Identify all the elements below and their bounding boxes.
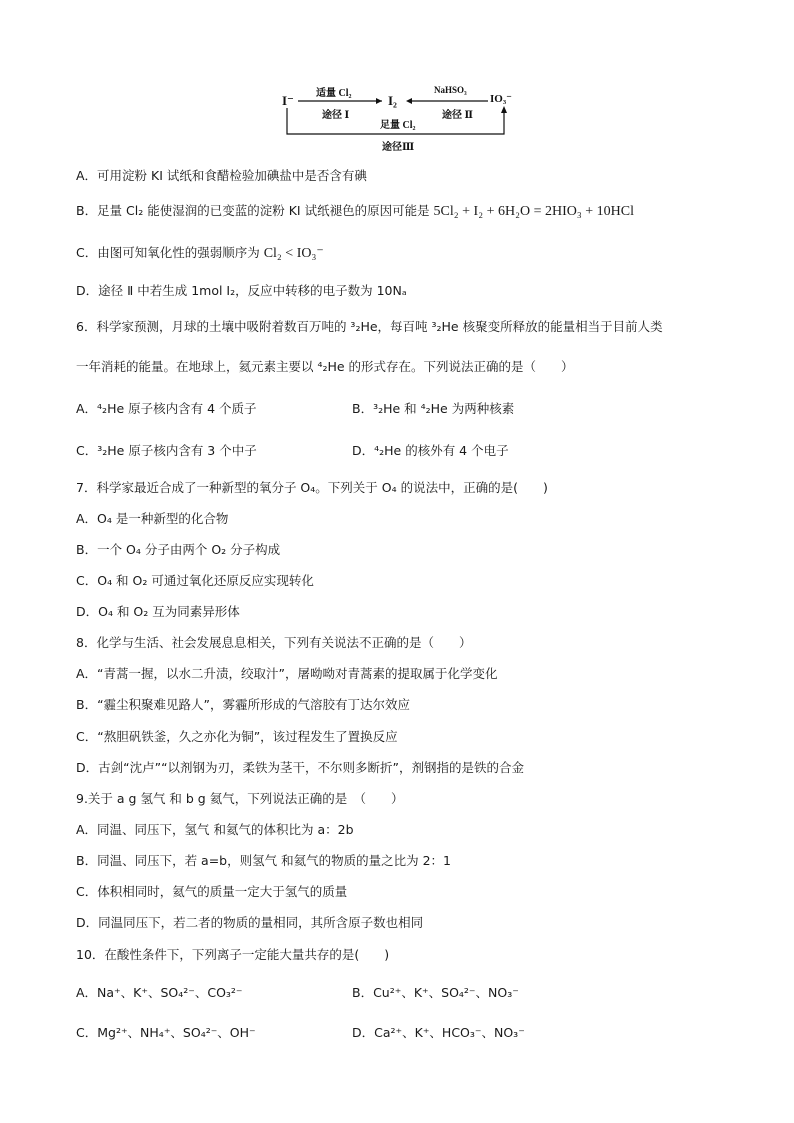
q5-option-b — [76, 202, 634, 221]
diagram-route3: 途径Ⅲ — [382, 142, 415, 153]
q6-stem-line1: 6．科学家预测，月球的土壤中吸附着数百万吨的 ³₂He，每百吨 ³₂He 核聚变所释放的能量相当于目前人类 — [76, 319, 663, 334]
q10-stem: 10．在酸性条件下，下列离子一定能大量共存的是( ) — [76, 947, 390, 962]
q10-option-d: D．Ca²⁺、K⁺、HCO₃⁻、NO₃⁻ — [352, 1025, 525, 1040]
q9-option-d: D．同温同压下，若二者的物质的量相同，其所含原子数也相同 — [76, 915, 424, 930]
q7-option-d: D．O₄ 和 O₂ 互为同素异形体 — [76, 604, 240, 619]
diagram-route2: 途径 Ⅱ — [442, 110, 473, 121]
q9-option-b: B．同温、同压下，若 a=b，则氢气 和氦气的物质的量之比为 2：1 — [76, 853, 451, 868]
q6-option-c: C．³₂He 原子核内含有 3 个中子 — [76, 443, 257, 458]
q7-option-c: C．O₄ 和 O₂ 可通过氧化还原反应实现转化 — [76, 573, 314, 588]
q9-stem: 9.关于 a g 氢气 和 b g 氦气，下列说法正确的是 （ ） — [76, 791, 404, 806]
q5-option-d: D．途径 Ⅱ 中若生成 1mol I₂，反应中转移的电子数为 10Nₐ — [76, 283, 407, 298]
diagram-iodide: I⁻ — [282, 93, 294, 108]
q5-option-c — [76, 244, 324, 263]
q8-option-a: A．“青蒿一握，以水二升渍，绞取汁”，屠呦呦对青蒿素的提取属于化学变化 — [76, 666, 498, 681]
q5-option-b-equation: 5Cl₂ + I₂ + 6H₂O = 2HIO₃ + 10HCl — [433, 204, 634, 219]
diagram-route1: 途径 Ⅰ — [322, 110, 350, 121]
arrow-route2-head — [406, 98, 412, 104]
q6-option-b: B．³₂He 和 ⁴₂He 为两种核素 — [352, 401, 515, 416]
diagram-label-cl2-moderate: 适量 Cl₂ — [316, 88, 352, 99]
arrow-route3-head — [501, 106, 507, 113]
diagram-iodine: I₂ — [388, 93, 397, 108]
q8-stem: 8．化学与生活、社会发展息息相关，下列有关说法不正确的是（ ） — [76, 635, 472, 650]
q10-option-c: C．Mg²⁺、NH₄⁺、SO₄²⁻、OH⁻ — [76, 1025, 256, 1040]
diagram-iodate: IO₃⁻ — [490, 93, 512, 105]
q7-option-b: B．一个 O₄ 分子由两个 O₂ 分子构成 — [76, 542, 281, 557]
q5-option-c-expression: Cl₂ < IO₃⁻ — [263, 246, 324, 261]
q10-option-b: B．Cu²⁺、K⁺、SO₄²⁻、NO₃⁻ — [352, 985, 519, 1000]
q8-option-b: B．“霾尘积聚难见路人”，雾霾所形成的气溶胶有丁达尔效应 — [76, 697, 411, 712]
q7-option-a: A．O₄ 是一种新型的化合物 — [76, 511, 229, 526]
q5-option-c-text: C．由图可知氧化性的强弱顺序为 — [76, 245, 264, 260]
q10-option-a: A．Na⁺、K⁺、SO₄²⁻、CO₃²⁻ — [76, 985, 243, 1000]
q6-option-a: A．⁴₂He 原子核内含有 4 个质子 — [76, 401, 257, 416]
q5-option-a: A．可用淀粉 KI 试纸和食醋检验加碘盐中是否含有碘 — [76, 168, 367, 183]
q9-option-c: C．体积相同时，氦气的质量一定大于氢气的质量 — [76, 884, 348, 899]
q7-stem: 7．科学家最近合成了一种新型的氧分子 O₄。下列关于 O₄ 的说法中，正确的是( ) — [76, 480, 548, 495]
q6-stem-line2: 一年消耗的能量。在地球上，氦元素主要以 ⁴₂He 的形式存在。下列说法正确的是（ ） — [76, 359, 574, 374]
q8-option-c: C．“熬胆矾铁釜，久之亦化为铜”，该过程发生了置换反应 — [76, 729, 398, 744]
q5-option-b-text: B．足量 Cl₂ 能使湿润的已变蓝的淀粉 KI 试纸褪色的原因可能是 — [76, 203, 434, 218]
diagram-label-cl2-excess: 足量 Cl₂ — [380, 120, 416, 131]
diagram-label-nahso3: NaHSO₃ — [434, 85, 467, 95]
iodine-conversion-diagram — [282, 82, 522, 156]
q8-option-d: D．古剑“沈卢”“以剂钢为刃，柔铁为茎干，不尔则多断折”，剂钢指的是铁的合金 — [76, 760, 525, 775]
q6-option-d: D．⁴₂He 的核外有 4 个电子 — [352, 443, 509, 458]
arrow-route1-head — [376, 98, 382, 104]
q9-option-a: A．同温、同压下，氢气 和氦气的体积比为 a：2b — [76, 822, 354, 837]
